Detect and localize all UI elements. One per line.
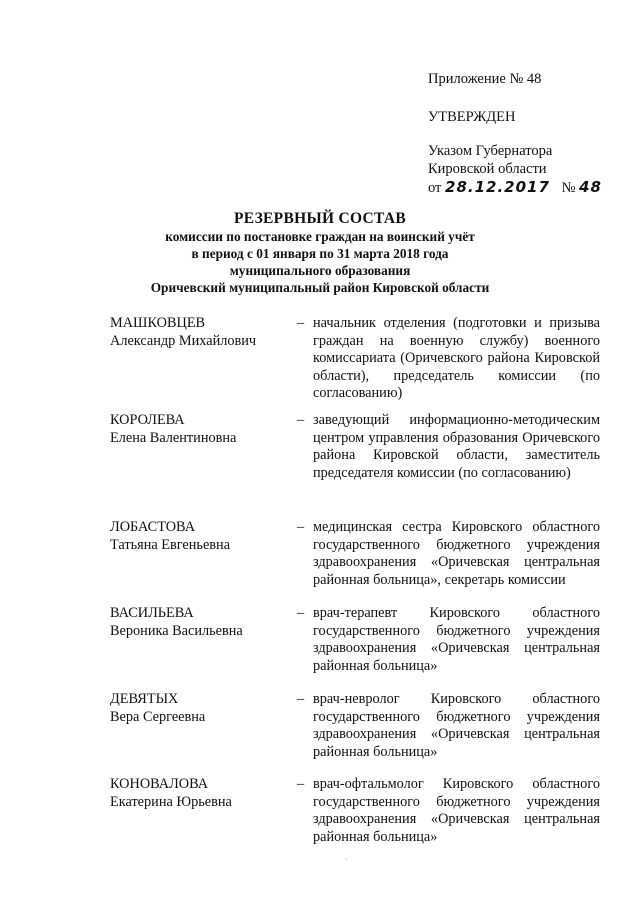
member-surname: КОРОЛЕВА: [110, 412, 185, 428]
member-surname: МАШКОВЦЕВ: [110, 315, 206, 331]
member-entry: [110, 412, 600, 519]
member-surname: ВАСИЛЬЕВА: [110, 605, 194, 621]
member-name: [110, 315, 285, 350]
member-entry: [110, 519, 600, 605]
member-dash: –: [297, 691, 305, 707]
title-line-3: муниципального образования: [229, 263, 411, 278]
number-sign: №: [561, 180, 576, 196]
approval-block: [428, 70, 628, 197]
title-line-2: в период с 01 января по 31 марта 2018 года: [191, 246, 449, 261]
member-given-names: Вероника Васильевна: [110, 622, 243, 639]
decree-line-1: Указом Губернатора: [428, 143, 553, 159]
member-dash: –: [297, 412, 305, 428]
member-entry: [110, 315, 600, 412]
from-prefix: от: [428, 180, 442, 196]
member-dash: –: [297, 519, 305, 535]
member-role: врач-терапевт Кировского областного государственного бюджетного учреждения здравоохранения «Оричевская центральная районная больница»: [313, 605, 600, 674]
member-name: [110, 776, 285, 811]
scan-speck: ·: [345, 855, 348, 864]
member-given-names: Екатерина Юрьевна: [110, 793, 232, 810]
member-given-names: Татьяна Евгеньевна: [110, 536, 231, 553]
member-entry: [110, 691, 600, 776]
member-dash: –: [297, 605, 305, 621]
member-dash: –: [297, 315, 305, 331]
decree-date-line: [428, 178, 628, 197]
member-surname: КОНОВАЛОВА: [110, 776, 209, 792]
title-line-4: Оричевский муниципальный район Кировской области: [150, 280, 490, 295]
handwritten-number: 48: [579, 178, 602, 196]
member-role: заведующий информационно-методическим центром управления образования Оричевского района Кировской области, заместитель председателя комиссии (по согласованию): [313, 412, 600, 481]
decree-line-2: Кировской области: [428, 161, 547, 177]
member-given-names: Вера Сергеевна: [110, 708, 206, 725]
member-dash: –: [297, 776, 305, 792]
member-given-names: Елена Валентиновна: [110, 429, 237, 446]
approved-label: УТВЕРЖДЕН: [428, 109, 516, 125]
member-surname: ЛОБАСТОВА: [110, 519, 196, 535]
appendix-label: Приложение № 48: [428, 71, 542, 87]
document-title: [0, 209, 640, 296]
member-entry: [110, 605, 600, 691]
member-role: врач-офтальмолог Кировского областного государственного бюджетного учреждения здравоохранения «Оричевская центральная районная больница»: [313, 776, 600, 845]
member-name: [110, 605, 285, 640]
member-role: начальник отделения (подготовки и призыва граждан на военную службу) военного комиссариата (Оричевского района Кировской области), председатель комиссии (по согласованию): [313, 315, 600, 402]
title-main: РЕЗЕРВНЫЙ СОСТАВ: [233, 210, 407, 227]
member-list: [110, 315, 600, 846]
member-name: [110, 519, 285, 554]
member-given-names: Александр Михайлович: [110, 332, 257, 349]
member-name: [110, 412, 285, 447]
member-name: [110, 691, 285, 726]
member-surname: ДЕВЯТЫХ: [110, 691, 179, 707]
title-line-1: комиссии по постановке граждан на воинский учёт: [165, 229, 475, 244]
member-role: медицинская сестра Кировского областного государственного бюджетного учреждения здравоохранения «Оричевская центральная районная больница», секретарь комиссии: [313, 519, 600, 588]
member-role: врач-невролог Кировского областного государственного бюджетного учреждения здравоохранения «Оричевская центральная районная больница»: [313, 691, 600, 760]
member-entry: [110, 776, 600, 846]
handwritten-date: 28.12.2017: [445, 178, 550, 196]
